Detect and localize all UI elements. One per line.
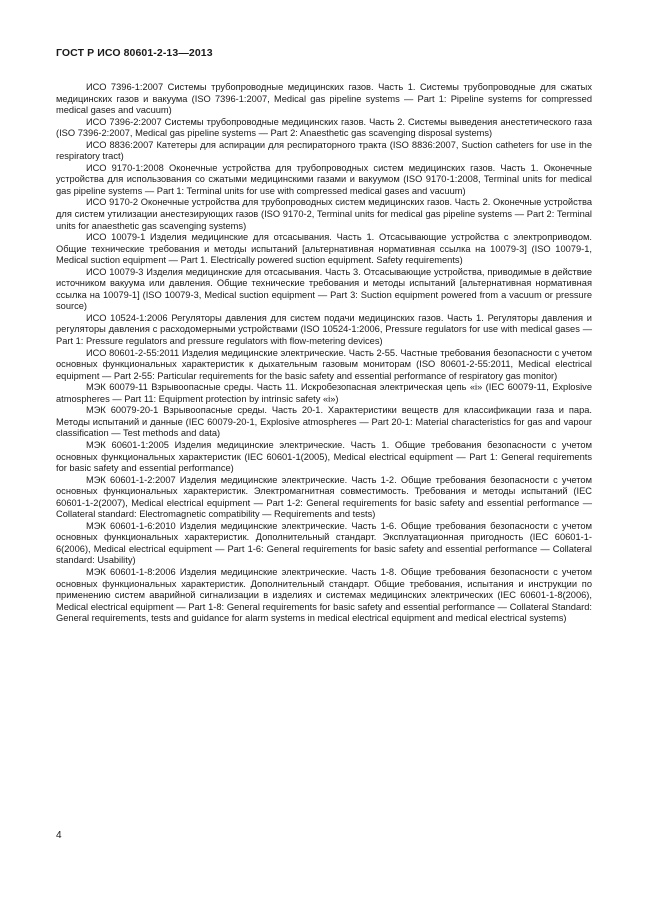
reference-iso-10079-3: ИСО 10079-3 Изделия медицинские для отсасывания. Часть 3. Отсасывающие устройства, приводимые в действие источником вакуума или давления. Общие технические требования и методы испытаний [альтернативная нормативная ссылка на 10079-1] (ISO 10079-3, Medical suction equipment — Part 3: Suction equipment powered from a vacuum or pressure source) (56, 266, 592, 312)
reference-iso-7396-2: ИСО 7396-2:2007 Системы трубопроводные медицинских газов. Часть 2. Системы выведения анестетического газа (ISO 7396-2:2007, Medical gas pipeline systems — Part 2: Anaesthetic gas scavenging disposal systems) (56, 116, 592, 139)
references-list (56, 82, 592, 625)
reference-iso-8836: ИСО 8836:2007 Катетеры для аспирации для респираторного тракта (ISO 8836:2007, Suction catheters for use in the respiratory tract) (56, 139, 592, 162)
reference-iso-10524-1: ИСО 10524-1:2006 Регуляторы давления для систем подачи медицинских газов. Часть 1. Регуляторы давления и регуляторы давления с расходомерными устройствами (ISO 10524-1:2006, Pressure regulators for use with medical gases — Part 1: Pressure regulators and pressure regulators with flow-metering devices) (56, 312, 592, 347)
reference-iso-10079-1: ИСО 10079-1 Изделия медицинские для отсасывания. Часть 1. Отсасывающие устройства с электроприводом. Общие технические требования и методы испытаний [альтернативная нормативная ссылка на 10079-3] (ISO 10079-1, Medical suction equipment — Part 1. Electrically powered suction equipment. Safety requirements) (56, 232, 592, 266)
document-header: ГОСТ Р ИСО 80601-2-13—2013 (56, 47, 213, 59)
reference-iec-60601-1-6: МЭК 60601-1-6:2010 Изделия медицинские электрические. Часть 1-6. Общие требования безопасности с учетом основных функциональных характеристик. Дополнительный стандарт. Эксплуатационная пригодность (IEC 60601-1-6(2006), Medical electrical equipment — Part 1-6: General requirements for basic safety and essential performance — Collateral standard: Usability) (56, 520, 592, 566)
reference-iec-60601-1-8: МЭК 60601-1-8:2006 Изделия медицинские электрические. Часть 1-8. Общие требования безопасности с учетом основных функциональных характеристик. Дополнительный стандарт. Общие требования, испытания и инструкции по применению систем аварийной сигнализации в изделиях и системах медицинских электрических (IEC 60601-1-8(2006), Medical electrical equipment — Part 1-8: General requirements for basic safety and essential performance — Collateral Standard: General requirements, tests and guidance for alarm systems in medical electrical equipment and medical electrical systems) (56, 566, 592, 624)
reference-iso-80601-2-55: ИСО 80601-2-55:2011 Изделия медицинские электрические. Часть 2-55. Частные требования безопасности с учетом основных функциональных характеристик к дыхательным газовым мониторам (ISO 80601-2-55:2011, Medical electrical equipment — Part 2-55: Particular requirements for the basic safety and essential performance of respiratory gas monitor) (56, 347, 592, 381)
reference-iso-7396-1: ИСО 7396-1:2007 Системы трубопроводные медицинских газов. Часть 1. Системы трубопроводные для сжатых медицинских газов и вакуума (ISO 7396-1:2007, Medical gas pipeline systems — Part 1: Pipeline systems for compressed medical gases and vacuum) (56, 82, 592, 116)
reference-iec-60079-20-1: МЭК 60079-20-1 Взрывоопасные среды. Часть 20-1. Характеристики веществ для классификации газа и пара. Методы испытаний и данные (IEC 60079-20-1, Explosive atmospheres — Part 20-1: Material characteristics for gas and vapour classification — Test methods and data) (56, 405, 592, 439)
reference-iso-9170-2: ИСО 9170-2 Оконечные устройства для трубопроводных систем медицинских газов. Часть 2. Оконечные устройства для систем утилизации анестезирующих газов (ISO 9170-2, Terminal units for medical gas pipeline systems — Part 2: Terminal units for anaesthetic gas scavenging systems) (56, 197, 592, 231)
reference-iec-60079-11: МЭК 60079-11 Взрывоопасные среды. Часть 11. Искробезопасная электрическая цепь «i» (IEC 60079-11, Explosive atmospheres — Part 11: Equipment protection by intrinsic safety «i») (56, 382, 592, 404)
reference-iec-60601-1: МЭК 60601-1:2005 Изделия медицинские электрические. Часть 1. Общие требования безопасности с учетом основных функциональных характеристик (IEC 60601-1(2005), Medical electrical equipment — Part 1: General requirements for basic safety and essential performance) (56, 439, 592, 474)
reference-iso-9170-1: ИСО 9170-1:2008 Оконечные устройства для трубопроводных систем медицинских газов. Часть 1. Оконечные устройства для использования со сжатыми медицинскими газами и вакуумом (ISO 9170-1:2008, Terminal units for medical gas pipeline systems — Part 1: Terminal units for use with compressed medical gases and vacuum) (56, 162, 592, 196)
page-number: 4 (56, 830, 62, 841)
reference-iec-60601-1-2: МЭК 60601-1-2:2007 Изделия медицинские электрические. Часть 1-2. Общие требования безопасности с учетом основных функциональных характеристик. Электромагнитная совместимость. Требования и методы испытаний (IEC 60601-1-2(2007), Medical electrical equipment — Part 1-2: General requirements for basic safety and essential performance — Collateral standard: Electromagnetic compatibility — Requirements and tests) (56, 474, 592, 520)
